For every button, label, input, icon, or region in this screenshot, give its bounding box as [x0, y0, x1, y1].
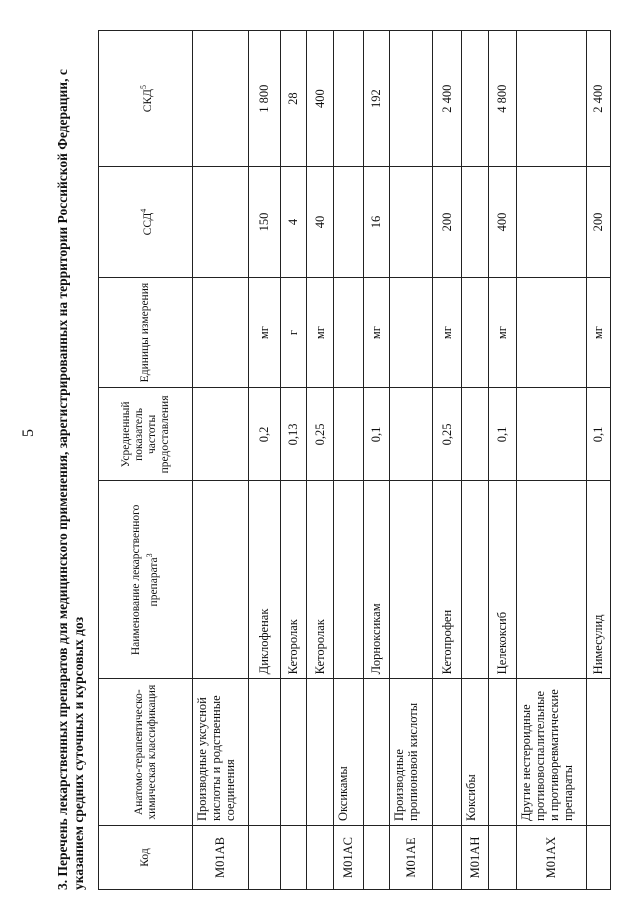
- cell-ssd: 400: [489, 167, 517, 278]
- cell-freq: 0,1: [489, 388, 517, 481]
- table-row: [462, 31, 489, 890]
- page-number: 5: [20, 429, 37, 437]
- table-row: [587, 31, 611, 890]
- header-skd-sup: 5: [138, 85, 148, 90]
- cell-ssd: [193, 167, 249, 278]
- cell-unit: мг: [249, 277, 281, 388]
- cell-atx: [249, 679, 281, 826]
- cell-freq: [517, 388, 587, 481]
- cell-atx: Коксибы: [462, 679, 489, 826]
- cell-code: M01AB: [193, 825, 249, 889]
- cell-freq: [193, 388, 249, 481]
- cell-unit: мг: [489, 277, 517, 388]
- cell-drug: Лорноксикам: [364, 481, 390, 679]
- cell-code: [489, 825, 517, 889]
- header-freq: Усредненный показатель частоты предоставления: [99, 388, 193, 481]
- cell-drug: [334, 481, 364, 679]
- header-ssd-label: ССД: [141, 212, 154, 236]
- cell-ssd: [462, 167, 489, 278]
- cell-drug: [517, 481, 587, 679]
- cell-skd: [193, 31, 249, 167]
- cell-unit: мг: [587, 277, 611, 388]
- cell-freq: [390, 388, 433, 481]
- cell-freq: 0,1: [364, 388, 390, 481]
- cell-drug: Кетопрофен: [433, 481, 462, 679]
- rotated-page-content: [55, 30, 605, 890]
- cell-unit: [462, 277, 489, 388]
- cell-skd: 4 800: [489, 31, 517, 167]
- cell-unit: г: [281, 277, 307, 388]
- cell-atx: Оксикамы: [334, 679, 364, 826]
- cell-code: M01AH: [462, 825, 489, 889]
- cell-freq: 0,25: [433, 388, 462, 481]
- cell-skd: 400: [307, 31, 334, 167]
- cell-drug: [193, 481, 249, 679]
- cell-code: M01AC: [334, 825, 364, 889]
- cell-code: M01AX: [517, 825, 587, 889]
- header-code: Код: [99, 825, 193, 889]
- header-unit: Единицы измерения: [99, 277, 193, 388]
- table-row: [193, 31, 249, 890]
- cell-freq: [462, 388, 489, 481]
- cell-skd: 192: [364, 31, 390, 167]
- header-drug: [99, 481, 193, 679]
- cell-unit: [517, 277, 587, 388]
- cell-ssd: 4: [281, 167, 307, 278]
- cell-freq: [334, 388, 364, 481]
- cell-drug: [390, 481, 433, 679]
- header-ssd-sup: 4: [138, 208, 148, 213]
- cell-ssd: 200: [587, 167, 611, 278]
- cell-skd: [334, 31, 364, 167]
- cell-skd: 2 400: [433, 31, 462, 167]
- cell-drug: Нимесулид: [587, 481, 611, 679]
- cell-atx: [587, 679, 611, 826]
- cell-atx: [433, 679, 462, 826]
- cell-atx: [489, 679, 517, 826]
- cell-code: [307, 825, 334, 889]
- cell-atx: [281, 679, 307, 826]
- cell-skd: 1 800: [249, 31, 281, 167]
- cell-freq: 0,13: [281, 388, 307, 481]
- cell-unit: [334, 277, 364, 388]
- table-row: [307, 31, 334, 890]
- cell-drug: Кеторолак: [281, 481, 307, 679]
- table-row: [390, 31, 433, 890]
- cell-drug: [462, 481, 489, 679]
- cell-skd: 28: [281, 31, 307, 167]
- cell-ssd: 16: [364, 167, 390, 278]
- cell-unit: [390, 277, 433, 388]
- table-row: [517, 31, 587, 890]
- header-drug-sup: 3: [145, 553, 155, 558]
- cell-atx: [307, 679, 334, 826]
- cell-ssd: [334, 167, 364, 278]
- cell-code: M01AE: [390, 825, 433, 889]
- header-drug-label: Наименование лекарственного препарата: [130, 504, 160, 656]
- cell-skd: 2 400: [587, 31, 611, 167]
- cell-code: [364, 825, 390, 889]
- cell-freq: 0,2: [249, 388, 281, 481]
- cell-drug: Кеторолак: [307, 481, 334, 679]
- header-skd: [99, 31, 193, 167]
- table-row: [433, 31, 462, 890]
- table-row: [364, 31, 390, 890]
- table-row: [281, 31, 307, 890]
- cell-unit: мг: [364, 277, 390, 388]
- cell-unit: мг: [433, 277, 462, 388]
- cell-skd: [517, 31, 587, 167]
- cell-code: [281, 825, 307, 889]
- table-row: [249, 31, 281, 890]
- cell-drug: Диклофенак: [249, 481, 281, 679]
- table-row: [334, 31, 364, 890]
- cell-drug: Целекоксиб: [489, 481, 517, 679]
- cell-unit: мг: [307, 277, 334, 388]
- table-row: [489, 31, 517, 890]
- header-ssd: [99, 167, 193, 278]
- cell-ssd: 150: [249, 167, 281, 278]
- cell-ssd: [517, 167, 587, 278]
- header-skd-label: СКД: [141, 89, 154, 113]
- cell-unit: [193, 277, 249, 388]
- cell-skd: [462, 31, 489, 167]
- drug-table: [98, 30, 611, 890]
- cell-atx: Производные уксусной кислоты и родственные соединения: [193, 679, 249, 826]
- cell-skd: [390, 31, 433, 167]
- cell-freq: 0,1: [587, 388, 611, 481]
- cell-atx: Другие нестероидные противовоспалительные и противоревматические препараты: [517, 679, 587, 826]
- cell-atx: [364, 679, 390, 826]
- section-heading: 3. Перечень лекарственных препаратов для медицинского применения, зарегистрированных на территории Российской Федерации, с указанием средних суточных и курсовых доз: [55, 69, 86, 890]
- cell-code: [249, 825, 281, 889]
- cell-code: [433, 825, 462, 889]
- cell-atx: Производные пропионовой кислоты: [390, 679, 433, 826]
- cell-code: [587, 825, 611, 889]
- cell-ssd: [390, 167, 433, 278]
- header-atx: Анатомо-терапевтическо-химическая классификация: [99, 679, 193, 826]
- cell-ssd: 200: [433, 167, 462, 278]
- table-header-row: [99, 31, 193, 890]
- cell-freq: 0,25: [307, 388, 334, 481]
- cell-ssd: 40: [307, 167, 334, 278]
